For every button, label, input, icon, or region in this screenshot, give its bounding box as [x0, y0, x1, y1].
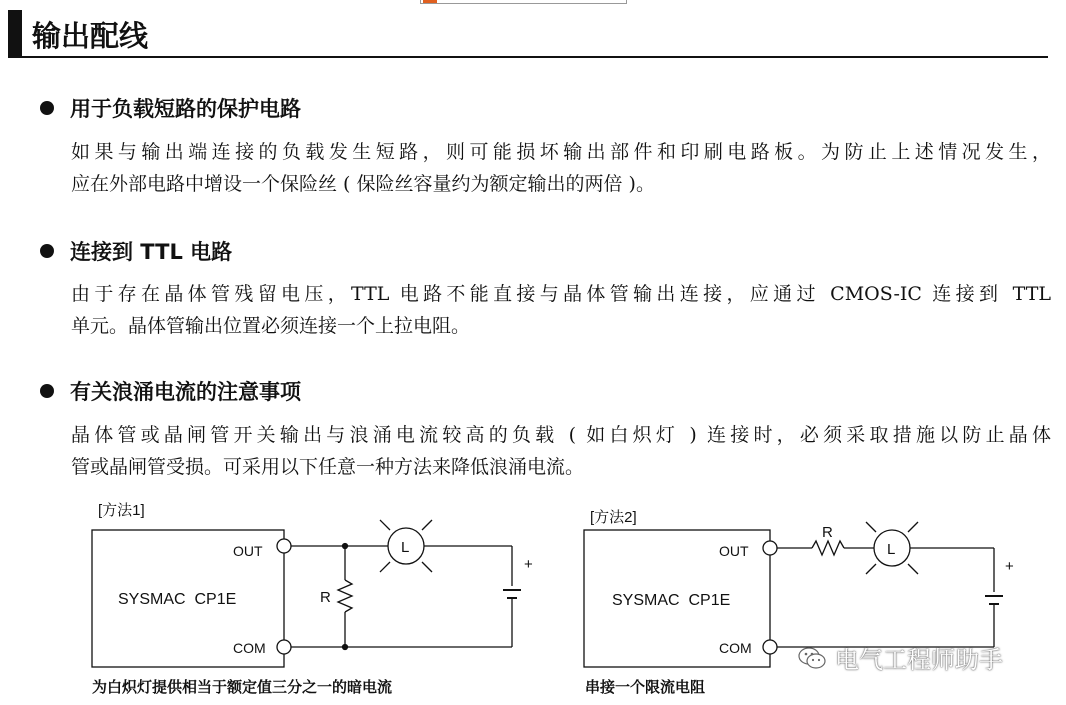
- caption-method-2: 串接一个限流电阻: [585, 678, 706, 696]
- device-label: SYSMAC CP1E: [612, 592, 731, 609]
- watermark: [797, 640, 1003, 675]
- wechat-icon: [797, 643, 827, 673]
- plus-label: +: [1005, 558, 1014, 575]
- caption-method-1: 为白炽灯提供相当于额定值三分之一的暗电流: [92, 678, 393, 696]
- plus-label: +: [524, 556, 533, 573]
- com-terminal: [277, 640, 291, 654]
- out-terminal: [763, 541, 777, 555]
- paragraph-line: 管或晶闸管受损。可采用以下任意一种方法来降低浪涌电流。: [71, 456, 585, 478]
- out-label: OUT: [719, 543, 749, 559]
- section-title-text: 有关浪涌电流的注意事项: [70, 380, 301, 404]
- lamp-label: L: [401, 539, 410, 556]
- paragraph-line: 晶体管或晶闸管开关输出与浪涌电流较高的负载 ( 如白炽灯 ) 连接时，必须采取措施以防止晶体: [71, 424, 1051, 446]
- paragraph-line: 由于存在晶体管残留电压，TTL 电路不能直接与晶体管输出连接，应通过 CMOS-IC 连接到 TTL: [71, 283, 1051, 305]
- paragraph-line: 如果与输出端连接的负载发生短路，则可能损坏输出部件和印刷电路板。为防止上述情况发生，: [71, 141, 1051, 163]
- page-title: 输出配线: [32, 19, 149, 53]
- device-label: SYSMAC CP1E: [118, 591, 237, 608]
- method-label: [方法2]: [590, 509, 637, 526]
- resistor-label: R: [320, 589, 331, 606]
- com-label: COM: [233, 640, 266, 656]
- section-title-text: 连接到 TTL 电路: [70, 240, 233, 264]
- out-label: OUT: [233, 543, 263, 559]
- watermark-text: 电气工程师助手: [835, 646, 1003, 674]
- paragraph-line: 应在外部电路中增设一个保险丝 ( 保险丝容量约为额定输出的两倍 )。: [71, 173, 655, 195]
- resistor-label: R: [822, 524, 833, 541]
- method-label: [方法1]: [98, 502, 145, 519]
- resistor-icon: [812, 541, 844, 555]
- com-label: COM: [719, 640, 752, 656]
- com-terminal: [763, 640, 777, 654]
- resistor-icon: [338, 580, 352, 612]
- section-title-text: 用于负载短路的保护电路: [70, 97, 301, 121]
- paragraph-line: 单元。晶体管输出位置必须连接一个上拉电阻。: [71, 315, 471, 337]
- lamp-label: L: [887, 541, 896, 558]
- out-terminal: [277, 539, 291, 553]
